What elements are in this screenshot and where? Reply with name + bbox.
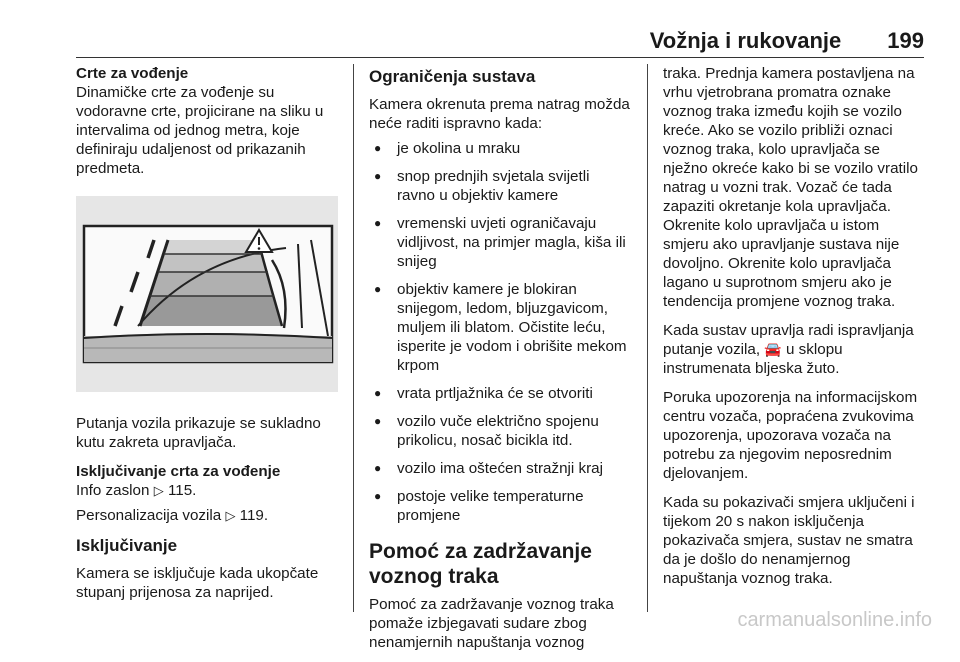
list-item: ● vozilo vuče električno spojenu prikolicu, nosač bicikla itd. [369,412,631,450]
list-item: ● je okolina u mraku [369,139,631,158]
list-item: ● vozilo ima oštećen stražnji kraj [369,459,631,478]
watermark: carmanualsonline.info [737,609,932,631]
section-heading-guidelines: Crte za vođenje [76,65,189,82]
paragraph-indicator: Kada sustav upravlja radi ispravljanja putanje vozila, 🚘 u sklopu instrumenata bljeska žuto. [663,322,914,377]
paragraph-lane-keep-intro: Pomoć za zadržavanje voznog traka pomaže izbjegavati sudare zbog nenamjernih napuštanja voznog [369,596,614,651]
paragraph-deactivation: Kamera se isključuje kada ukopčate stupanj prijenosa za naprijed. [76,565,319,601]
list-item: ● vremenski uvjeti ograničavaju vidljivost, na primjer magla, kiša ili snijeg [369,214,631,271]
page-header [650,28,924,54]
page-reference-arrow-icon: ▷ [225,508,236,523]
cross-reference-info-display: Info zaslon ▷ 115. [76,482,197,499]
chapter-title: Vožnja i rukovanje [649,28,842,53]
section-heading-lane-keep-assist: Pomoć za zadržavanje voznog traka [369,540,592,588]
list-item: ● objektiv kamere je blokiran snijegom, ledom, bljuzgavicom, muljem ili blatom. Očistite leću, isperite je vodom i obrišite mekom krpom [369,280,631,375]
paragraph-guidelines: Dinamičke crte za vođenje su vodoravne crte, projicirane na sliku u intervalima od jednog metra, koje definiraju udaljenost od prikazanih predmeta. [76,84,324,177]
page-number: 199 [887,28,924,53]
limitations-list [369,139,631,525]
section-heading-deactivation: Isključivanje [76,536,178,555]
paragraph-warning-message: Poruka upozorenja na informacijskom centru vozača, popraćena zvukovima upozorenja, upozorava vozača na potrebu za njegovim neposrednim djelovanjem. [663,389,918,482]
column-1 [76,64,338,612]
column-2 [369,64,631,662]
section-heading-disable-guidelines: Isključivanje crta za vođenje [76,463,281,480]
section-heading-system-limits: Ograničenja sustava [369,67,536,86]
figure-caption: Putanja vozila prikazuje se sukladno kutu zakreta upravljača. [76,415,321,451]
column-divider-1 [353,64,354,612]
column-3 [663,64,928,598]
header-divider [76,57,924,58]
paragraph-turn-signals: Kada su pokazivači smjera uključeni i tijekom 20 s nakon isključenja pokazivača smjera, sustav ne smatra da je došlo do nenamjernog napuštanja voznog traka. [663,494,915,587]
rear-camera-guidelines-illustration [76,188,338,400]
page-reference-arrow-icon: ▷ [153,483,164,498]
list-item: ● snop prednjih svjetala svijetli ravno u objektiv kamere [369,167,631,205]
lane-keep-assist-icon: 🚘 [764,341,782,357]
cross-reference-personalization: Personalizacija vozila ▷ 119. [76,507,269,524]
list-item: ● postoje velike temperaturne promjene [369,487,631,525]
paragraph-limits-intro: Kamera okrenuta prema natrag možda neće raditi ispravno kada: [369,96,630,132]
column-divider-2 [647,64,648,612]
list-item: ● vrata prtljažnika će se otvoriti [369,384,631,403]
paragraph-lane-keep-operation: traka. Prednja kamera postavljena na vrhu vjetrobrana promatra oznake voznog traka između kojih se vozilo kreće. Ako se vozilo približi oznaci voznog traka, kolo upravljača se nježno okreće kako bi se vozilo vratilo natrag u vozni trak. Vozač će tada zapaziti okretanje kola upravljača. Okrenite kolo upravljača u istom smjeru ako upravljanje sustava nije dovoljno. Okrenite kolo upravljača lagano u suprotnom smjeru ako je tendencija promjene voznog traka. [663,65,918,310]
